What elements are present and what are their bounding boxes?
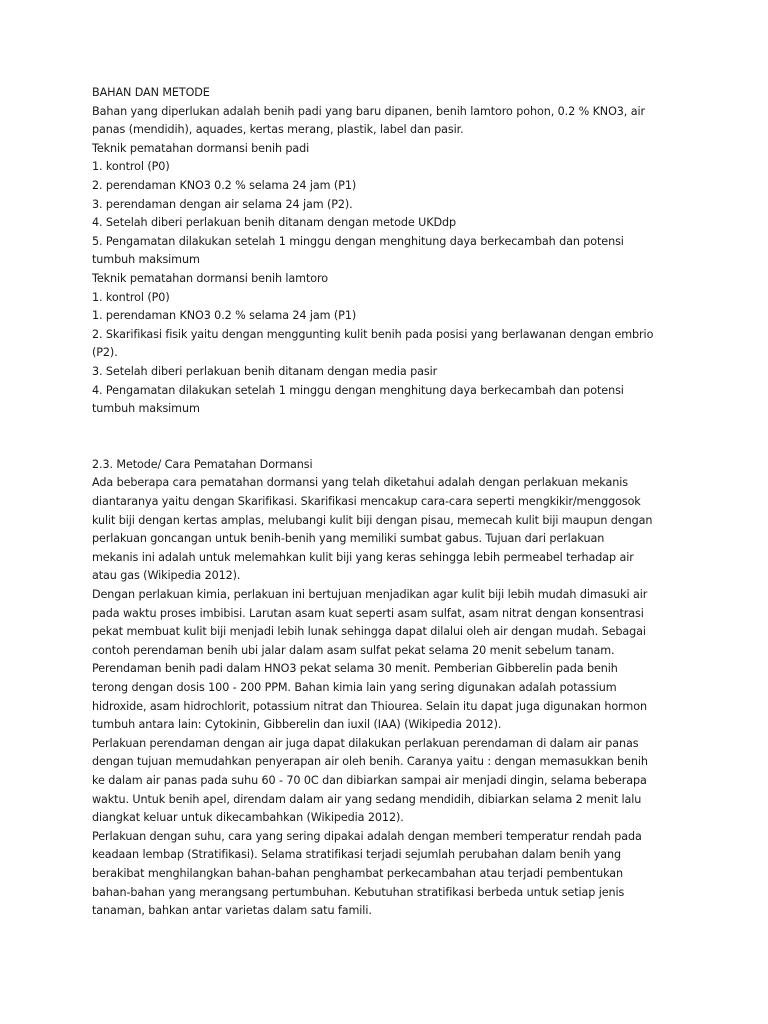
blank-line [92, 437, 732, 456]
text-line: contoh perendaman benih ubi jalar dalam asam sulfat pekat selama 20 menit sebelum tanam. [92, 643, 615, 657]
text-line: 5. Pengamatan dilakukan setelah 1 minggu dengan menghitung daya berkecambah dan potensi [92, 234, 624, 248]
text-line: dengan tujuan memudahkan penyerapan air oleh benih. Caranya yaitu : dengan memasukkan benih [92, 755, 648, 769]
text-line: 2. perendaman KNO3 0.2 % selama 24 jam (P1) [92, 178, 357, 192]
text-line: pekat membuat kulit biji menjadi lebih lunak sehingga dapat dilalui oleh air dengan mudah. Sebagai [92, 625, 646, 639]
text-line: Perlakuan dengan suhu, cara yang sering dipakai adalah dengan memberi temperatur rendah pada [92, 829, 642, 843]
text-line: 2. Skarifikasi fisik yaitu dengan menggunting kulit benih pada posisi yang berlawanan dengan embrio [92, 327, 654, 341]
text-line: mekanis ini adalah untuk melemahkan kulit biji yang keras sehingga lebih permeabel terhadap air [92, 550, 634, 564]
text-line: 1. perendaman KNO3 0.2 % selama 24 jam (P1) [92, 309, 357, 323]
subsection-heading: 2.3. Metode/ Cara Pematahan Dormansi [92, 457, 313, 471]
text-line: 4. Setelah diberi perlakuan benih ditanam dengan metode UKDdp [92, 216, 456, 230]
text-line: keadaan lembap (Stratifikasi). Selama stratifikasi terjadi sejumlah perubahan dalam benih yang [92, 848, 621, 862]
text-line: pada waktu proses imbibisi. Larutan asam kuat seperti asam sulfat, asam nitrat dengan konsentrasi [92, 606, 644, 620]
text-line: (P2). [92, 346, 118, 360]
text-line: berakibat menghilangkan bahan-bahan penghambat perkecambahan atau terjadi pembentukan [92, 866, 624, 880]
text-line: Dengan perlakuan kimia, perlakuan ini bertujuan menjadikan agar kulit biji lebih mudah dimasuki air [92, 588, 648, 602]
text-line: Teknik pematahan dormansi benih lamtoro [92, 271, 329, 285]
text-line: Perendaman benih padi dalam HNO3 pekat selama 30 menit. Pemberian Gibberelin pada benih [92, 662, 618, 676]
text-line: Perlakuan perendaman dengan air juga dapat dilakukan perlakuan perendaman di dalam air panas [92, 736, 639, 750]
text-line: tumbuh maksimum [92, 253, 200, 267]
text-line: 3. Setelah diberi perlakuan benih ditanam dengan media pasir [92, 364, 438, 378]
text-line: panas (mendidih), aquades, kertas merang, plastik, label dan pasir. [92, 123, 464, 137]
text-line: ke dalam air panas pada suhu 60 - 70 0C dan dibiarkan sampai air menjadi dingin, selama beberapa [92, 773, 647, 787]
text-line: Teknik pematahan dormansi benih padi [92, 141, 310, 155]
text-line: kulit biji dengan kertas amplas, melubangi kulit biji dengan pisau, memecah kulit biji maupun dengan [92, 513, 653, 527]
text-line: atau gas (Wikipedia 2012). [92, 569, 241, 583]
text-line: diantaranya yaitu dengan Skarifikasi. Skarifikasi mencakup cara-cara seperti mengkikir/menggosok [92, 495, 641, 509]
text-line: 4. Pengamatan dilakukan setelah 1 minggu dengan menghitung daya berkecambah dan potensi [92, 383, 624, 397]
text-line: 1. kontrol (P0) [92, 290, 170, 304]
text-line: Ada beberapa cara pematahan dormansi yang telah diketahui adalah dengan perlakuan mekanis [92, 476, 628, 490]
text-line: 3. perendaman dengan air selama 24 jam (P2). [92, 197, 353, 211]
text-line: tanaman, bahkan antar varietas dalam satu famili. [92, 904, 372, 918]
text-line: hidroxide, asam hidrochlorit, potassium nitrat dan Thiourea. Selain itu dapat juga digunakan hormon [92, 699, 647, 713]
text-line: perlakuan goncangan untuk benih-benih yang memiliki sumbat gabus. Tujuan dari perlakuan [92, 532, 605, 546]
text-line: bahan-bahan yang merangsang pertumbuhan. Kebutuhan stratifikasi berbeda untuk setiap jenis [92, 885, 625, 899]
text-line: tumbuh maksimum [92, 402, 200, 416]
text-line: diangkat keluar untuk dikecambahkan (Wikipedia 2012). [92, 811, 404, 825]
document-body [92, 84, 732, 921]
text-line: waktu. Untuk benih apel, direndam dalam air yang sedang mendidih, dibiarkan selama 2 menit lalu [92, 792, 642, 806]
text-line: Bahan yang diperlukan adalah benih padi yang baru dipanen, benih lamtoro pohon, 0.2 % KNO3, air [92, 104, 645, 118]
text-line: tumbuh antara lain: Cytokinin, Gibberelin dan iuxil (IAA) (Wikipedia 2012). [92, 718, 502, 732]
blank-line [92, 419, 732, 438]
text-line: terong dengan dosis 100 - 200 PPM. Bahan kimia lain yang sering digunakan adalah potassium [92, 681, 617, 694]
text-line: 1. kontrol (P0) [92, 160, 170, 174]
section-heading: BAHAN DAN METODE [92, 86, 210, 99]
